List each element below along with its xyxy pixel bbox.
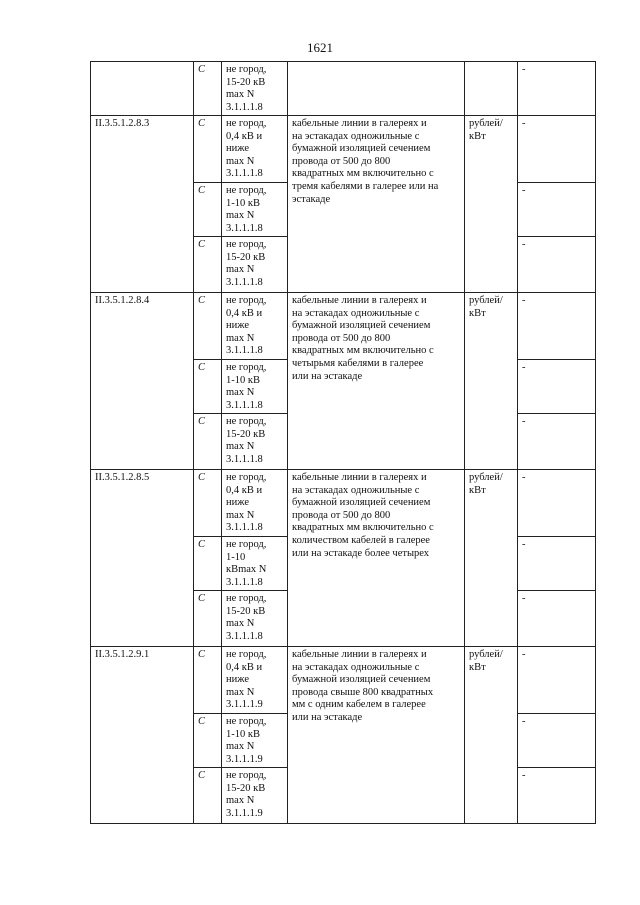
unit-cell: [465, 62, 518, 116]
value-cell: -: [518, 183, 596, 237]
code-cell: II.3.5.1.2.8.4: [91, 293, 194, 470]
description-cell: кабельные линии в галереях и на эстакадах одножильные с бумажной изоляцией сечением провода от 500 до 800 квадратных мм включительно с количеством кабелей в галерее или на эстакаде более четырех: [288, 470, 465, 647]
letter-cell: С: [194, 647, 222, 714]
description-cell: [288, 62, 465, 116]
condition-cell: не город, 1-10 кВmax N 3.1.1.1.8: [222, 537, 288, 591]
description-cell: кабельные линии в галереях и на эстакадах одножильные с бумажной изоляцией сечением провода от 500 до 800 квадратных мм включительно с тремя кабелями в галерее или на эстакаде: [288, 116, 465, 293]
letter-cell: С: [194, 62, 222, 116]
condition-cell: не город, 0,4 кВ и ниже max N 3.1.1.1.8: [222, 293, 288, 360]
value-cell: -: [518, 116, 596, 183]
value-cell: -: [518, 768, 596, 824]
code-cell: [91, 62, 194, 116]
value-cell: -: [518, 470, 596, 537]
letter-cell: С: [194, 591, 222, 647]
value-cell: -: [518, 591, 596, 647]
value-cell: -: [518, 360, 596, 414]
condition-cell: не город, 1-10 кВ max N 3.1.1.1.9: [222, 714, 288, 768]
code-cell: II.3.5.1.2.8.5: [91, 470, 194, 647]
tariff-table: [90, 61, 596, 824]
letter-cell: С: [194, 116, 222, 183]
table-row: [91, 62, 596, 116]
tariff-table-body: [91, 62, 596, 824]
condition-cell: не город, 0,4 кВ и ниже max N 3.1.1.1.8: [222, 470, 288, 537]
code-cell: II.3.5.1.2.8.3: [91, 116, 194, 293]
letter-cell: С: [194, 360, 222, 414]
condition-cell: не город, 1-10 кВ max N 3.1.1.1.8: [222, 183, 288, 237]
unit-cell: рублей/ кВт: [465, 116, 518, 293]
page-number: 1621: [307, 40, 333, 55]
letter-cell: С: [194, 714, 222, 768]
code-cell: II.3.5.1.2.9.1: [91, 647, 194, 824]
unit-cell: рублей/ кВт: [465, 293, 518, 470]
condition-cell: не город, 15-20 кВ max N 3.1.1.1.9: [222, 768, 288, 824]
condition-cell: не город, 15-20 кВ max N 3.1.1.1.8: [222, 591, 288, 647]
table-row: [91, 647, 596, 714]
condition-cell: не город, 0,4 кВ и ниже max N 3.1.1.1.9: [222, 647, 288, 714]
value-cell: -: [518, 537, 596, 591]
condition-cell: не город, 0,4 кВ и ниже max N 3.1.1.1.8: [222, 116, 288, 183]
letter-cell: С: [194, 183, 222, 237]
condition-cell: не город, 15-20 кВ max N 3.1.1.1.8: [222, 414, 288, 470]
description-cell: кабельные линии в галереях и на эстакадах одножильные с бумажной изоляцией сечением провода свыше 800 квадратных мм с одним кабелем в галерее или на эстакаде: [288, 647, 465, 824]
condition-cell: не город, 1-10 кВ max N 3.1.1.1.8: [222, 360, 288, 414]
letter-cell: С: [194, 237, 222, 293]
description-cell: кабельные линии в галереях и на эстакадах одножильные с бумажной изоляцией сечением провода от 500 до 800 квадратных мм включительно с четырьмя кабелями в галерее или на эстакаде: [288, 293, 465, 470]
letter-cell: С: [194, 768, 222, 824]
letter-cell: С: [194, 470, 222, 537]
letter-cell: С: [194, 293, 222, 360]
value-cell: -: [518, 62, 596, 116]
value-cell: -: [518, 237, 596, 293]
condition-cell: не город, 15-20 кВ max N 3.1.1.1.8: [222, 237, 288, 293]
unit-cell: рублей/ кВт: [465, 647, 518, 824]
value-cell: -: [518, 714, 596, 768]
unit-cell: рублей/ кВт: [465, 470, 518, 647]
value-cell: -: [518, 414, 596, 470]
table-row: [91, 116, 596, 183]
letter-cell: С: [194, 414, 222, 470]
letter-cell: С: [194, 537, 222, 591]
value-cell: -: [518, 647, 596, 714]
condition-cell: не город, 15-20 кВ max N 3.1.1.1.8: [222, 62, 288, 116]
table-row: [91, 470, 596, 537]
value-cell: -: [518, 293, 596, 360]
table-row: [91, 293, 596, 360]
